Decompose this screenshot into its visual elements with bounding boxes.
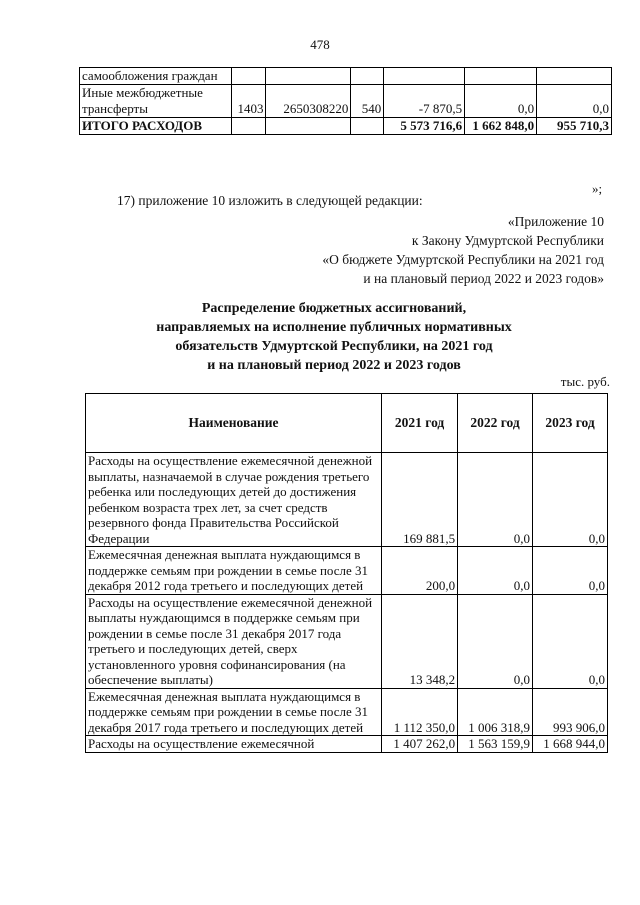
target-article-code: 2650308220 [266, 85, 351, 118]
heading-line: Распределение бюджетных ассигнований, [201, 301, 467, 316]
page-number: 478 [310, 37, 330, 52]
section-code [231, 118, 266, 135]
units-label: тыс. руб. [560, 374, 610, 389]
value-2023: 993 906,0 [533, 688, 608, 736]
header-2021: 2021 год [382, 394, 458, 453]
value-2022: 0,0 [465, 85, 537, 118]
value-2022: 1 563 159,9 [458, 736, 533, 753]
table-header-row [86, 394, 608, 453]
value-2023: 0,0 [533, 453, 608, 547]
table-row [80, 68, 612, 85]
amendment-instruction: 17) приложение 10 изложить в следующей редакции: [117, 193, 423, 208]
heading-line: направляемых на исполнение публичных нормативных [156, 320, 512, 335]
expenditure-table-continuation [79, 67, 612, 135]
appendix-line: к Закону Удмуртской Республики [411, 233, 604, 248]
section-code: 1403 [231, 85, 266, 118]
expense-type-code [351, 68, 384, 85]
table-row [86, 547, 608, 595]
value-2023: 1 668 944,0 [533, 736, 608, 753]
header-2022: 2022 год [458, 394, 533, 453]
value-2022: 1 006 318,9 [458, 688, 533, 736]
row-name: Ежемесячная денежная выплата нуждающимся в поддержке семьям при рождении в семье после 31 декабря 2012 года третьего и последующих детей [86, 547, 382, 595]
value-2021: 200,0 [382, 547, 458, 595]
heading-line: обязательств Удмуртской Республики, на 2021 год [175, 339, 493, 354]
value-2023: 0,0 [533, 547, 608, 595]
table-row [86, 736, 608, 753]
value-2022: 0,0 [458, 453, 533, 547]
row-name: Расходы на осуществление ежемесячной денежной выплаты нуждающимся в поддержке семьям при рождении в семье после 31 декабря 2017 года третьего и последующих детей, сверх установленного уровня софинансирования (на обеспечение выплаты) [86, 594, 382, 688]
value-2021: 13 348,2 [382, 594, 458, 688]
row-name: Расходы на осуществление ежемесячной [86, 736, 382, 753]
total-label: ИТОГО РАСХОДОВ [80, 118, 232, 135]
value-2023 [537, 68, 612, 85]
value-2021: 1 407 262,0 [382, 736, 458, 753]
row-name: Ежемесячная денежная выплата нуждающимся в поддержке семьям при рождении в семье после 31 декабря 2017 года третьего и последующих детей [86, 688, 382, 736]
value-2022 [465, 68, 537, 85]
total-2021: 5 573 716,6 [384, 118, 465, 135]
target-article-code [266, 68, 351, 85]
table-row [86, 594, 608, 688]
appendix-reference [322, 212, 604, 288]
value-2022: 0,0 [458, 547, 533, 595]
total-2023: 955 710,3 [537, 118, 612, 135]
section-heading [0, 299, 640, 375]
value-2023: 0,0 [537, 85, 612, 118]
heading-line: и на плановый период 2022 и 2023 годов [207, 358, 461, 373]
value-2021 [384, 68, 465, 85]
target-article-code [266, 118, 351, 135]
expense-type-code [351, 118, 384, 135]
row-name: самообложения граждан [80, 68, 232, 85]
row-name: Иные межбюджетные трансферты [80, 85, 232, 118]
expense-type-code: 540 [351, 85, 384, 118]
table-row [86, 453, 608, 547]
allocation-table [85, 393, 608, 753]
value-2023: 0,0 [533, 594, 608, 688]
value-2021: -7 870,5 [384, 85, 465, 118]
appendix-line: «О бюджете Удмуртской Республики на 2021 год [322, 252, 604, 267]
total-row [80, 118, 612, 135]
closing-quote: »; [592, 181, 603, 196]
table-row [80, 85, 612, 118]
section-code [231, 68, 266, 85]
total-2022: 1 662 848,0 [465, 118, 537, 135]
value-2022: 0,0 [458, 594, 533, 688]
value-2021: 1 112 350,0 [382, 688, 458, 736]
appendix-line: «Приложение 10 [507, 214, 604, 229]
table-row [86, 688, 608, 736]
value-2021: 169 881,5 [382, 453, 458, 547]
header-name: Наименование [86, 394, 382, 453]
header-2023: 2023 год [533, 394, 608, 453]
row-name: Расходы на осуществление ежемесячной денежной выплаты, назначаемой в случае рождения третьего ребенка или последующих детей до достижения ребенком возраста трех лет, за счет средств резервного фонда Правительства Российской Федерации [86, 453, 382, 547]
appendix-line: и на плановый период 2022 и 2023 годов» [363, 271, 604, 286]
